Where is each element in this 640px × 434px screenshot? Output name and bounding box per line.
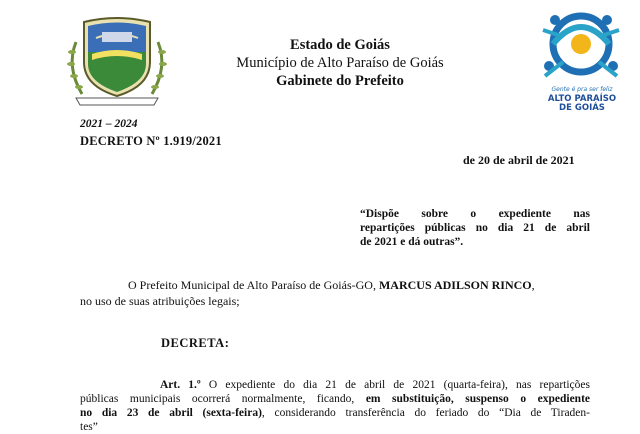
intro-line2: no uso de suas atribuições legais; <box>80 294 240 308</box>
state-heading: Estado de Goiás <box>290 37 390 53</box>
article-1-line3 <box>80 406 590 420</box>
summary-line1: “Dispõe sobre o expediente nas <box>360 208 590 220</box>
municipal-crest-icon <box>62 12 172 108</box>
article-1-line2 <box>80 392 590 406</box>
office-heading: Gabinete do Prefeito <box>276 73 404 89</box>
article-1-bold2: em substituição, suspenso o expediente <box>365 393 590 405</box>
logo-tagline: Gente é pra ser feliz <box>551 86 613 93</box>
logo-name-line1: ALTO PARAÍSO <box>547 94 617 104</box>
administration-term: 2021 – 2024 <box>80 118 138 130</box>
decreta-heading: DECRETA: <box>161 336 230 350</box>
intro-start: O Prefeito Municipal de Alto Paraíso de Goiás-GO, <box>128 278 379 292</box>
logo-name-line2: DE GOIÁS <box>559 103 605 113</box>
decree-summary <box>360 207 590 249</box>
article-1-line1 <box>80 378 590 392</box>
decree-date: de 20 de abril de 2021 <box>463 153 575 167</box>
intro-comma: , <box>531 278 535 292</box>
article-1-text2: públicas municipais ocorrerá normalmente, ficando, <box>80 393 366 405</box>
summary-line3: de 2021 e dá outras”. <box>360 236 464 248</box>
decree-number: DECRETO Nº 1.919/2021 <box>80 134 222 148</box>
summary-line2: repartições públicas no dia 21 de abril <box>360 222 590 234</box>
article-1-text1: O expediente do dia 21 de abril de 2021 (quarta-feira), nas repartições <box>200 379 590 391</box>
article-1-label: Art. 1.º <box>160 379 201 391</box>
article-1-bold3: no dia 23 de abril (sexta-feira) <box>80 407 262 419</box>
municipality-heading: Município de Alto Paraíso de Goiás <box>236 55 444 71</box>
mayor-name: MARCUS ADILSON RINCO <box>378 278 532 292</box>
article-1-text3: , considerando transferência do feriado do “Dia de Tiraden- <box>261 407 590 419</box>
intro-line1 <box>128 278 590 293</box>
article-1-line4: tes” <box>80 421 98 433</box>
